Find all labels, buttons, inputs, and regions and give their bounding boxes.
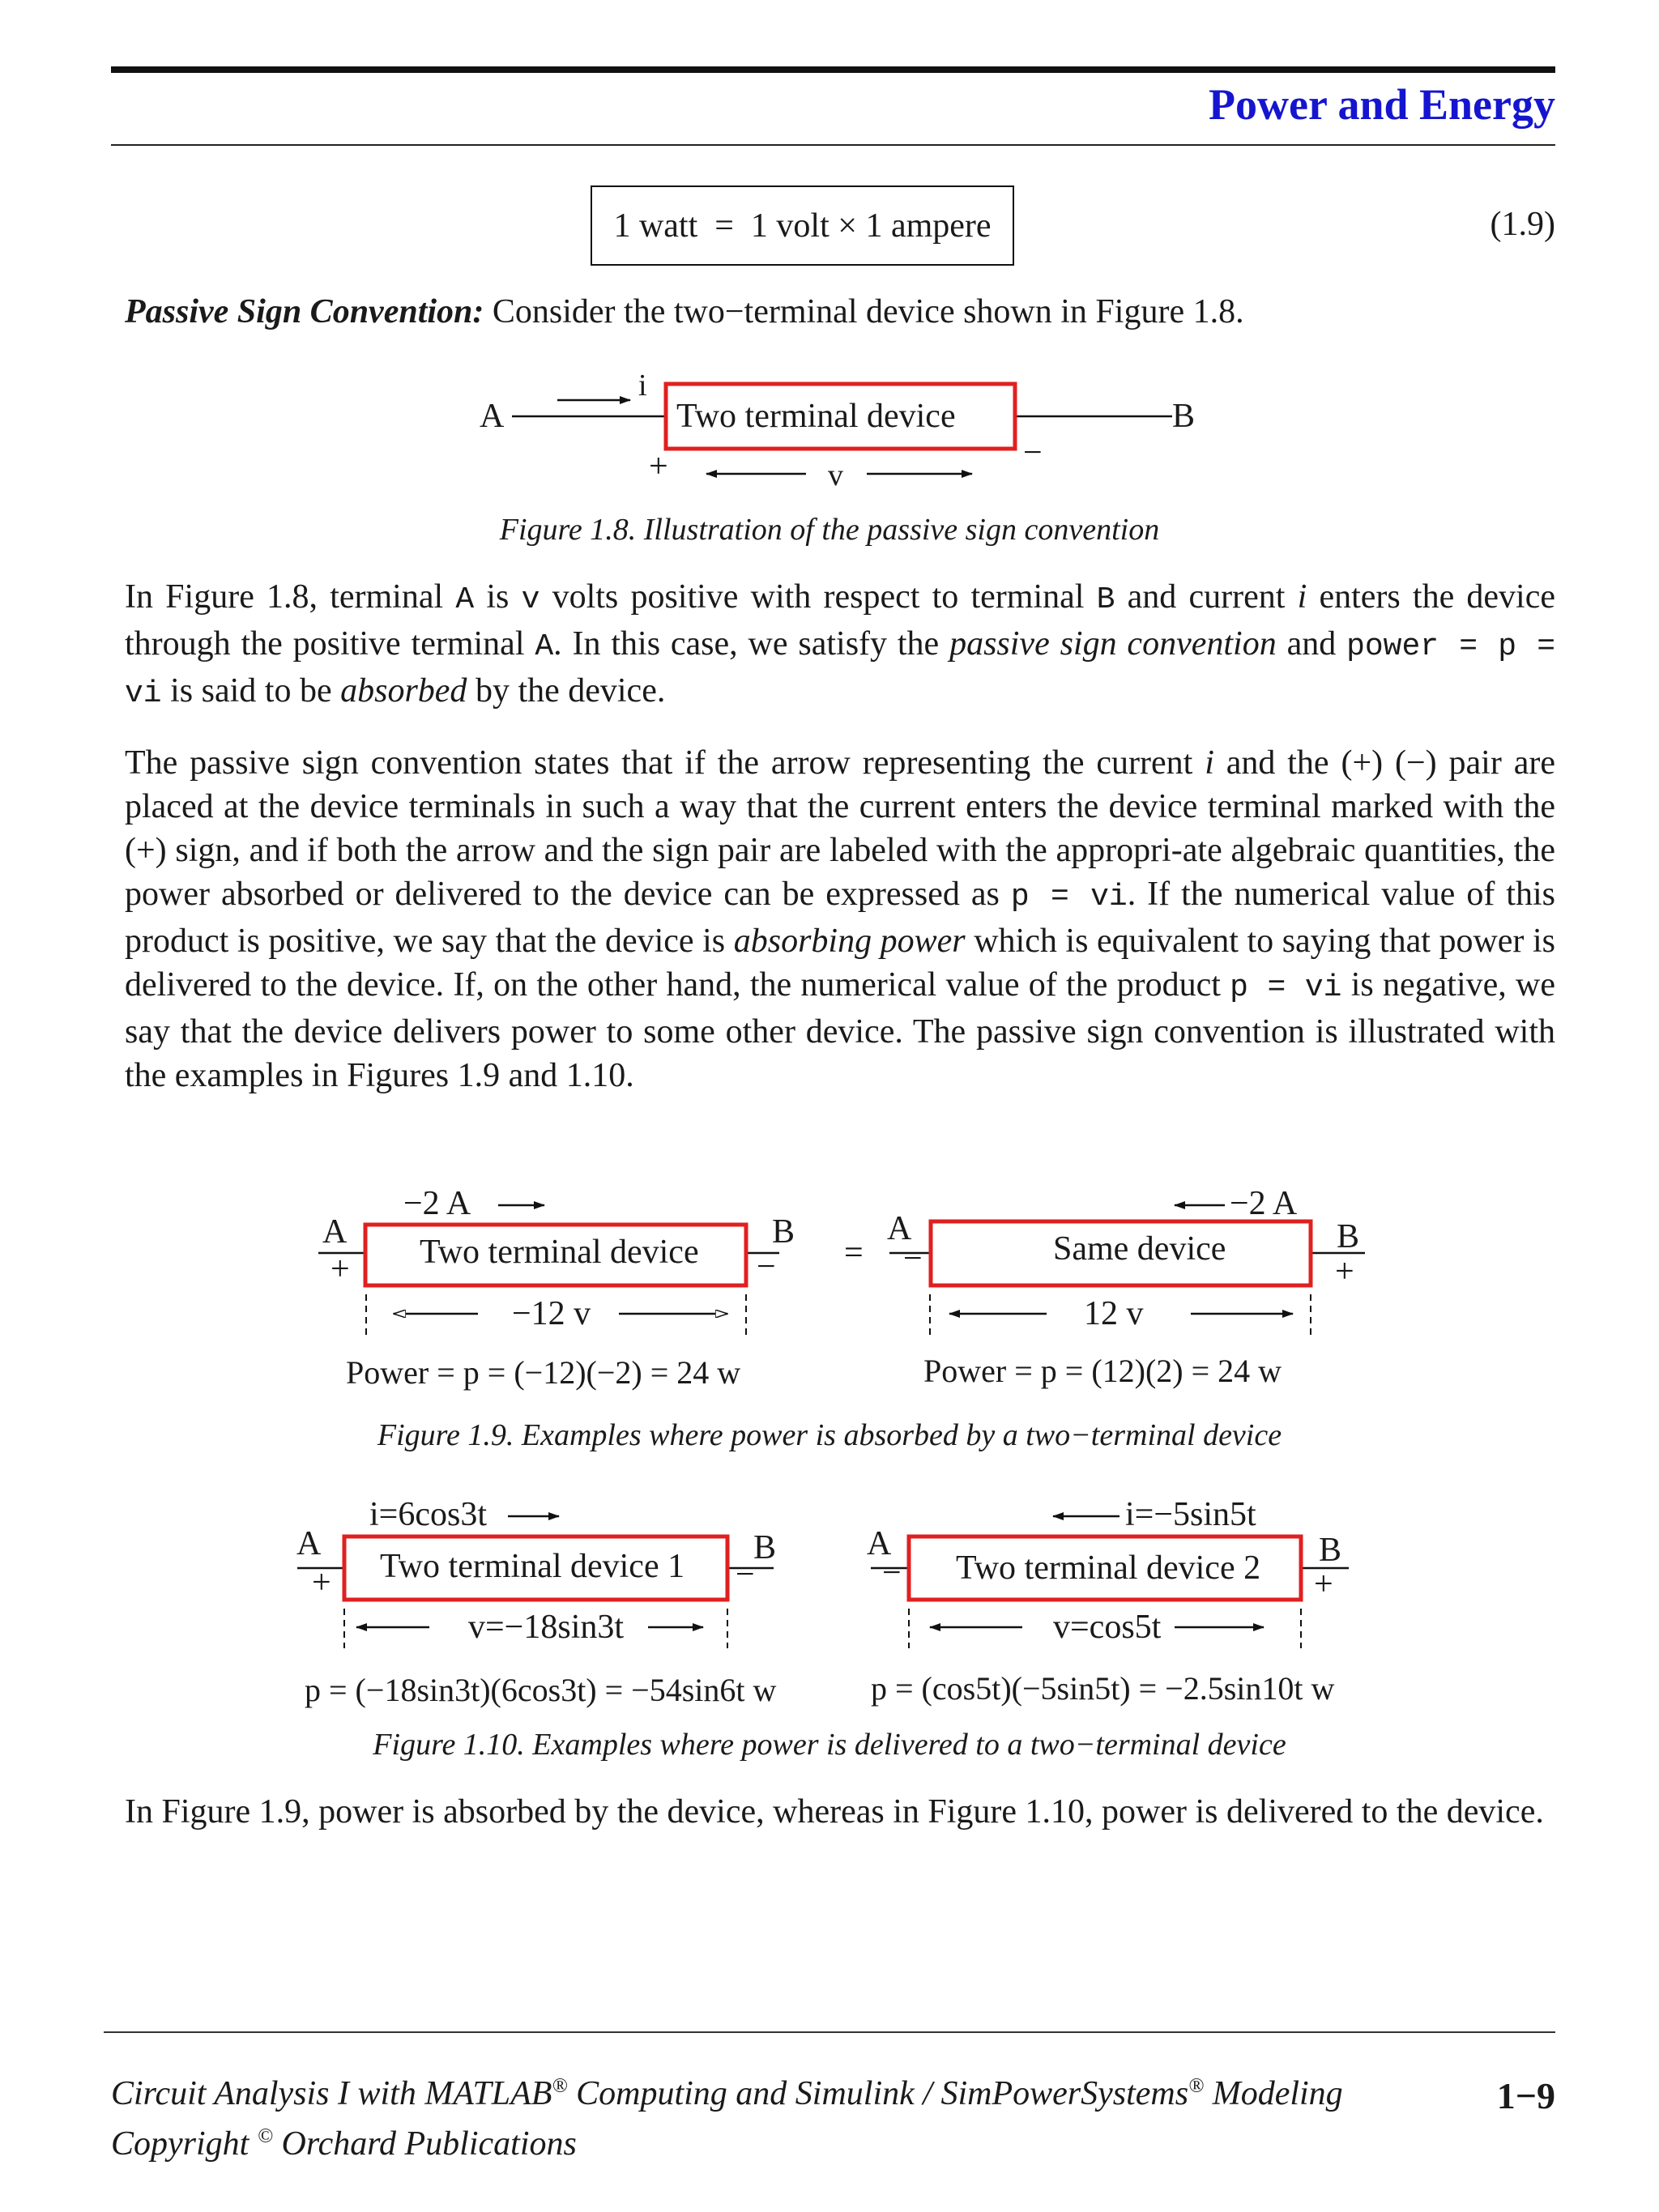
fig9r-minus: − — [903, 1240, 923, 1277]
p1-text: is — [474, 578, 522, 616]
fig9-equals-sign: = — [844, 1234, 864, 1272]
footer-book-title — [111, 2074, 1343, 2113]
fig10l-power: p = (−18sin3t)(6cos3t) = −54sin6t w — [305, 1672, 777, 1708]
footer-title-part: Modeling — [1204, 2075, 1343, 2112]
fig9r-voltage-label: 12 v — [1084, 1295, 1144, 1332]
footer-copyright — [111, 2125, 577, 2163]
fig10r-terminal-a: A — [867, 1525, 892, 1562]
p1-terminal-a2: A — [535, 629, 554, 664]
registered-mark: ® — [552, 2075, 568, 2097]
p1-text: enters the device through the positive terminal — [125, 578, 1556, 663]
p2-text: . If the numerical value of this product is positive, we say that the device is — [125, 876, 1555, 960]
p2-text: which is equivalent to saying that power is delivered to the device. If, on the other hand, the numerical value of the product — [125, 923, 1555, 1004]
p1-terminal-b: B — [1096, 582, 1115, 617]
fig10r-minus: − — [882, 1554, 902, 1592]
p1-text: is said to be — [161, 672, 341, 710]
top-rule — [111, 66, 1555, 73]
fig10l-plus: + — [312, 1564, 331, 1601]
p1-v: v — [521, 582, 540, 617]
fig9r-terminal-a: A — [887, 1210, 912, 1247]
fig9r-plus: + — [1335, 1253, 1354, 1290]
p1-i: i — [1297, 578, 1307, 616]
fig9l-terminal-b: B — [772, 1213, 795, 1251]
fig10r-device-label: Two terminal device 2 — [956, 1549, 1261, 1587]
p2-text: and the (+) (−) pair are placed at the device terminals in such a way that the current enters the device terminal marked with the (+) sign, and if both the arrow and the sign pair are labeled with the appropri-ate algebraic quantities, the power absorbed or delivered to the device can be expressed as — [125, 744, 1555, 913]
p2-text: The passive sign convention states that if the arrow representing the current — [125, 744, 1205, 782]
fig9l-minus: − — [757, 1248, 776, 1285]
fig9r-power: Power = p = (12)(2) = 24 w — [923, 1353, 1282, 1389]
fig9l-plus: + — [331, 1251, 350, 1288]
p1-equation: power = p = vi — [125, 629, 1555, 711]
p2-text: is negative, we say that the device delivers power to some other device. The passive sign convention is illustrated with the examples in Figures 1.9 and 1.10. — [125, 966, 1555, 1094]
p2-em: absorbing power — [733, 923, 966, 960]
fig10r-plus: + — [1314, 1566, 1333, 1603]
p2-equation: p = vi — [1010, 880, 1128, 914]
copyright-text: Copyright — [111, 2125, 258, 2163]
fig10l-device-label: Two terminal device 1 — [380, 1548, 685, 1585]
fig8-terminal-a: A — [480, 398, 505, 435]
section-intro — [125, 290, 1555, 334]
p1-text: . In this case, we satisfy the — [553, 625, 950, 663]
footer-title-part: Computing and Simulink / SimPowerSystems — [567, 2075, 1189, 2112]
fig10l-terminal-b: B — [753, 1529, 777, 1566]
fig8-plus: + — [649, 448, 668, 485]
paragraph-3: In Figure 1.9, power is absorbed by the device, whereas in Figure 1.10, power is delivered to the device. — [125, 1793, 1544, 1831]
fig10r-current-label: i=−5sin5t — [1125, 1496, 1256, 1533]
p2-equation: p = vi — [1230, 970, 1342, 1005]
fig8-terminal-b: B — [1172, 398, 1196, 435]
fig9r-terminal-b: B — [1337, 1218, 1360, 1255]
fig8-device-label: Two terminal device — [676, 398, 956, 435]
p1-text: volts positive with respect to terminal — [539, 578, 1097, 616]
copyright-text: Orchard Publications — [272, 2125, 577, 2163]
section-heading: Passive Sign Convention: — [125, 293, 484, 330]
fig9l-device-label: Two terminal device — [420, 1234, 699, 1271]
fig10r-terminal-b: B — [1319, 1532, 1342, 1569]
footer-title-part: Circuit Analysis I with MATLAB — [111, 2075, 552, 2112]
fig9l-voltage-label: −12 v — [512, 1295, 591, 1332]
p1-text: and current — [1115, 578, 1298, 616]
p2-i: i — [1205, 744, 1214, 782]
fig9-caption: Figure 1.9. Examples where power is absorbed by a two−terminal device — [377, 1418, 1282, 1452]
fig10r-power: p = (cos5t)(−5sin5t) = −2.5sin10t w — [871, 1670, 1335, 1707]
fig9l-power: Power = p = (−12)(−2) = 24 w — [346, 1354, 741, 1391]
equation-text: 1 watt = 1 volt × 1 ampere — [613, 207, 992, 245]
p1-terminal-a: A — [455, 582, 475, 617]
p1-text: In Figure 1.8, terminal — [125, 578, 456, 616]
fig10l-minus: − — [736, 1556, 755, 1593]
equation-box — [591, 185, 1014, 266]
fig8-current-label: i — [638, 369, 647, 403]
fig8-caption: Figure 1.8. Illustration of the passive sign convention — [499, 513, 1160, 547]
paragraph-1 — [125, 575, 1555, 716]
fig9l-current-label: −2 A — [403, 1185, 471, 1222]
fig8-voltage-label: v — [828, 458, 843, 492]
p1-text: by the device. — [467, 672, 666, 710]
p1-text: and — [1276, 625, 1347, 663]
copyright-symbol: © — [257, 2125, 273, 2147]
fig9l-terminal-a: A — [322, 1213, 348, 1251]
fig9r-current-label: −2 A — [1230, 1185, 1298, 1222]
fig10l-terminal-a: A — [296, 1525, 322, 1562]
header-rule — [111, 144, 1555, 146]
footer-rule — [104, 2031, 1555, 2033]
registered-mark: ® — [1188, 2075, 1205, 2097]
section-intro-text: Consider the two−terminal device shown in Figure 1.8. — [484, 293, 1244, 330]
paragraph-2 — [125, 741, 1555, 1097]
fig10r-voltage-label: v=cos5t — [1053, 1609, 1162, 1646]
running-head: Power and Energy — [1209, 80, 1555, 129]
fig10-caption: Figure 1.10. Examples where power is delivered to a two−terminal device — [373, 1728, 1286, 1762]
fig8-minus: − — [1023, 434, 1043, 471]
p1-em: passive sign convention — [949, 625, 1277, 663]
equation-number: (1.9) — [1490, 206, 1555, 243]
page-number: 1−9 — [1496, 2075, 1555, 2116]
p1-em: absorbed — [340, 672, 467, 710]
fig9r-device-label: Same device — [1053, 1230, 1226, 1268]
fig10l-voltage-label: v=−18sin3t — [468, 1609, 625, 1646]
fig10l-current-label: i=6cos3t — [369, 1496, 488, 1533]
